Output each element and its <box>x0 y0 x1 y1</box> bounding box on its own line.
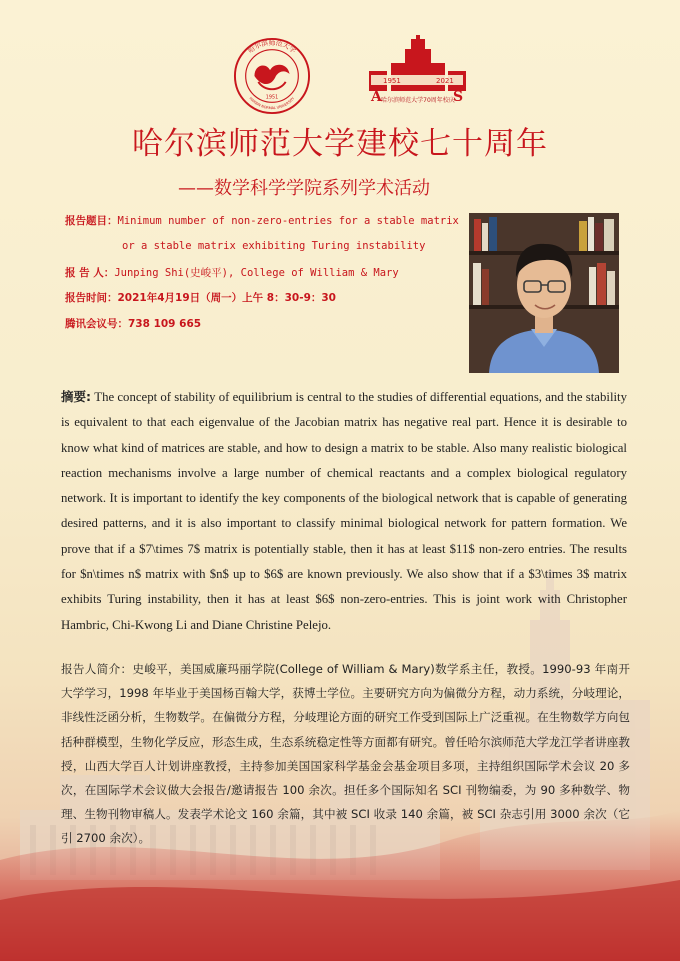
speaker-bio: 报告人简介：史峻平，美国威廉玛丽学院(College of William & Mary)数学系主任，教授。1990-93 年南开大学学习，1998 年毕业于美国杨百翰大学，获博士学位。主要研究方向为偏微分方程，动力系统，分岐理论，非线性泛函分析，生物数学。在偏微分方程，分岐理论方面的研究工作受到国际上广泛重视。在生物数学方向包括种群模型，生物化学反应，形态生成，生态系统稳定性等方面都有研究。曾任哈尔滨师范大学龙江学者讲座教授，山西大学百人计划讲座教授，主持参加美国国家科学基金会基金项目多项，主持组织国际学术会议 20 多次，在国际学术会议做大会报告/邀请报告 100 余次。担任多个国际知名 SCI 刊物编委，为 90 多种数学、物理、生物刊物审稿人。发表学术论文 160 余篇，其中被 SCI 收录 140 余篇，被 SCI 杂志引用 3000 余次（它引 2700 余次）。 <box>61 662 630 846</box>
logo-year: 1951 <box>265 94 279 101</box>
page-subtitle: ——数学科学学院系列学术活动 <box>178 178 430 199</box>
page-title: 哈尔滨师范大学建校七十周年 <box>132 126 548 162</box>
logo-english-name: HARBIN NORMAL UNIVERSITY <box>248 96 296 111</box>
svg-text:A: A <box>371 89 382 105</box>
topic-row <box>65 213 459 228</box>
meeting-value: 738 109 665 <box>128 318 202 330</box>
meeting-label: 腾讯会议号： <box>65 318 128 330</box>
topic-value-line1: Minimum number of non-zero-entries for a stable matrix <box>117 215 459 227</box>
speaker-value: Junping Shi(史峻平), College of William & Mary <box>114 267 399 279</box>
meeting-row <box>65 316 201 331</box>
speaker-row <box>65 265 399 280</box>
university-logo <box>233 37 311 115</box>
anniversary-caption: 哈尔滨师范大学70周年校庆 <box>381 97 455 104</box>
time-row <box>65 290 336 305</box>
logo-name: 哈尔滨师范大学 <box>246 38 298 55</box>
topic-row-continued <box>122 240 425 252</box>
time-label: 报告时间： <box>65 292 118 304</box>
svg-text:S: S <box>453 89 464 105</box>
topic-value-line2: or a stable matrix exhibiting Turing instability <box>122 240 426 252</box>
abstract-paragraph <box>61 384 627 638</box>
abstract-text: The concept of stability of equilibrium is central to the studies of differential equations, and the stability is equivalent to that each eigenvalue of the Jacobian matrix has negative real part. Hence it is desirable to know what kind of matrices are stable, and how to design a matrix to be stable. Also many realistic biological reaction mechanisms involve a large number of chemical reactants and a complex biological regulatory network. It is important to identify the key components of the biological network that is capable of generating desired patterns, and it is also important to classify minimal biological network for pattern formation. We prove that if a $7\times 7$ matrix is potentially stable, then it has at least $11$ non-zero entries. The results for $n\times n$ matrix with $n$ up to $6$ are known previously. We also show that if a $3\times 3$ matrix exhibits Turing instability, then it has at least $6$ non-zero-entries. This is joint work with Christopher Hambric, Chi-Kwong Li and Diane Christine Pelejo. <box>61 390 628 632</box>
abstract-label: 摘要: <box>61 389 92 404</box>
time-value: 2021年4月19日（周一）上午 8：30-9：30 <box>117 292 336 304</box>
anniversary-year-end: 2021 <box>436 77 454 85</box>
speaker-label: 报 告 人： <box>65 267 115 279</box>
speaker-photo <box>469 213 619 373</box>
anniversary-year-start: 1951 <box>383 77 401 85</box>
svg-text:哈尔滨师范大学 <box>246 38 298 55</box>
topic-label: 报告题目： <box>65 215 118 227</box>
